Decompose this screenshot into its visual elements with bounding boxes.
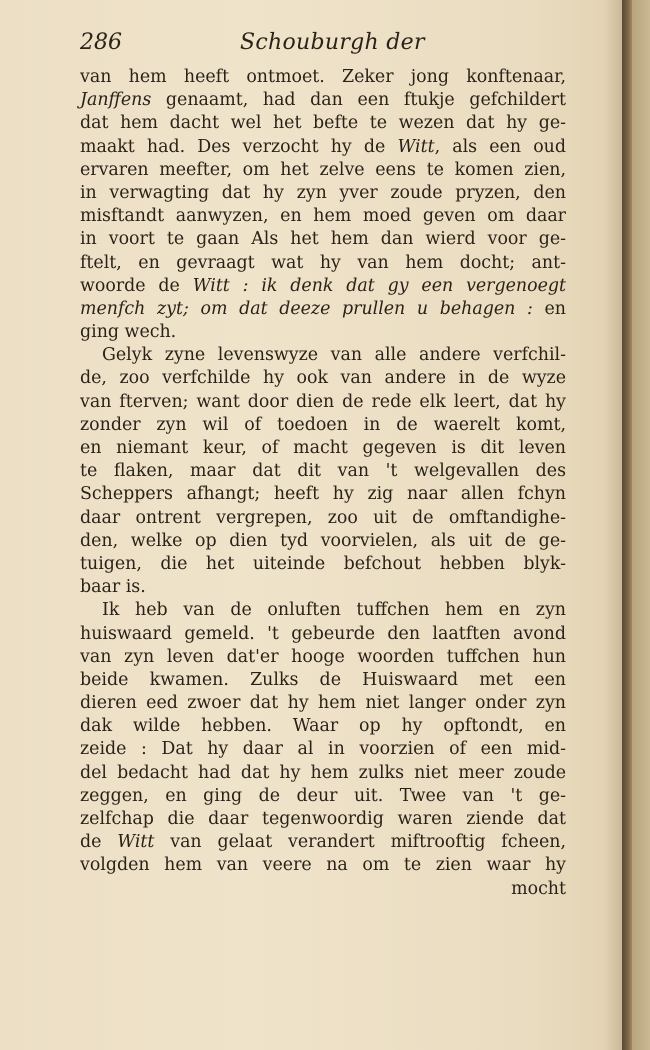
text-line — [80, 136, 566, 159]
text-segment: de, zoo verfchilde hy ook van andere in de wyze — [80, 368, 566, 389]
running-title: Schouburgh der — [240, 30, 425, 55]
text-line — [80, 460, 566, 483]
text-line — [80, 275, 566, 298]
page-gutter-shadow — [622, 0, 632, 1050]
text-segment: te flaken, maar dat dit van 't welgevallen des — [80, 461, 566, 482]
text-line — [80, 391, 566, 414]
text-line — [80, 738, 566, 761]
text-segment: tuigen, die het uiteinde befchout hebben blyk- — [80, 553, 566, 574]
italic-text-segment: Witt : ik denk dat gy een vergenoegt — [192, 275, 567, 296]
text-segment: huiswaard gemeld. 't gebeurde den laatften avond — [80, 623, 566, 644]
text-segment: dak wilde hebben. Waar op hy opftondt, en — [80, 716, 566, 737]
text-segment: Scheppers afhangt; heeft hy zig naar allen fchyn — [80, 484, 566, 505]
text-segment: daar ontrent vergrepen, zoo uit de omftandighe- — [80, 507, 566, 528]
text-segment: zeide : Dat hy daar al in voorzien of een mid- — [80, 739, 566, 760]
text-line — [80, 785, 566, 808]
text-segment: ftelt, en gevraagt wat hy van hem docht; ant- — [80, 252, 566, 273]
text-segment: Ik heb van de onluften tuffchen hem en zyn — [102, 600, 566, 621]
text-segment: en niemant keur, of macht gegeven is dit leven — [80, 438, 566, 458]
text-line — [80, 298, 566, 321]
text-segment: zonder zyn wil of toedoen in de waerelt komt, — [80, 414, 566, 435]
text-line — [80, 553, 566, 576]
text-segment: den, welke op dien tyd voorvielen, als uit de ge- — [80, 530, 566, 551]
text-segment: de — [80, 832, 118, 853]
text-line — [80, 344, 566, 367]
text-line — [80, 437, 566, 460]
text-segment: in voort te gaan Als het hem dan wierd voor ge- — [80, 229, 566, 250]
text-segment: van zyn leven dat'er hooge woorden tuffchen hun — [80, 646, 566, 667]
text-segment: woorde de — [80, 275, 193, 296]
text-line — [80, 530, 566, 553]
text-segment: van gelaat verandert miftrooftig fcheen, — [154, 832, 566, 853]
text-line — [80, 205, 566, 228]
text-line — [80, 831, 566, 854]
text-line — [80, 321, 566, 344]
italic-text-segment: Witt — [397, 136, 435, 157]
italic-text-segment: Janffens — [80, 90, 152, 111]
text-segment: van fterven; want door dien de rede elk leert, dat hy — [80, 391, 566, 412]
next-page-edge — [632, 0, 650, 1050]
italic-text-segment: Witt — [117, 832, 155, 853]
text-line — [80, 228, 566, 251]
text-segment: zelfchap die daar tegenwoordig waren ziende dat — [80, 809, 566, 829]
text-line — [80, 599, 566, 622]
text-line — [80, 715, 566, 738]
text-segment: del bedacht had dat hy hem zulks niet meer zoude — [80, 762, 566, 783]
text-line — [80, 854, 566, 877]
text-segment: , als een oud — [434, 136, 566, 157]
page-number: 286 — [80, 30, 122, 55]
text-line — [80, 762, 566, 785]
text-segment: beide kwamen. Zulks de Huiswaard met een — [80, 669, 566, 690]
text-line — [80, 112, 566, 135]
text-line — [80, 89, 566, 112]
text-segment: maakt had. Des verzocht hy de — [80, 136, 398, 157]
text-line — [80, 623, 566, 646]
text-line — [80, 808, 566, 831]
text-line — [80, 692, 566, 715]
text-line — [80, 252, 566, 275]
text-line — [80, 414, 566, 437]
text-segment: ging wech. — [80, 322, 177, 343]
text-segment: en — [532, 298, 566, 319]
text-segment: Gelyk zyne levenswyze van alle andere verfchil- — [102, 345, 566, 366]
text-line — [80, 483, 566, 506]
text-line — [80, 182, 566, 205]
text-segment: volgden hem van veere na om te zien waar hy — [80, 855, 566, 876]
text-segment: dat hem dacht wel het befte te wezen dat hy ge- — [80, 113, 566, 134]
text-line — [80, 669, 566, 692]
text-segment: dieren eed zwoer dat hy hem niet langer onder zyn — [80, 693, 566, 714]
body-text — [80, 66, 566, 901]
italic-text-segment: menfch zyt; om dat deeze prullen u behagen : — [80, 298, 533, 319]
text-segment: baar is. — [80, 577, 146, 598]
text-segment: ervaren meefter, om het zelve eens te komen zien, — [80, 159, 566, 180]
text-line — [80, 507, 566, 530]
text-line — [80, 66, 566, 89]
text-segment: misftandt aanwyzen, en hem moed geven om daar — [80, 206, 566, 227]
text-segment: van hem heeft ontmoet. Zeker jong konftenaar, — [80, 67, 566, 87]
text-segment: genaamt, had dan een ftukje gefchildert — [151, 90, 566, 111]
text-line — [80, 367, 566, 390]
text-segment: in verwagting dat hy zyn yver zoude pryzen, den — [80, 182, 566, 203]
text-line — [80, 646, 566, 669]
text-segment: zeggen, en ging de deur uit. Twee van 't ge- — [80, 785, 566, 806]
text-line — [80, 159, 566, 182]
text-line — [80, 576, 566, 599]
catchword: mocht — [511, 878, 566, 899]
page-header — [80, 30, 570, 66]
